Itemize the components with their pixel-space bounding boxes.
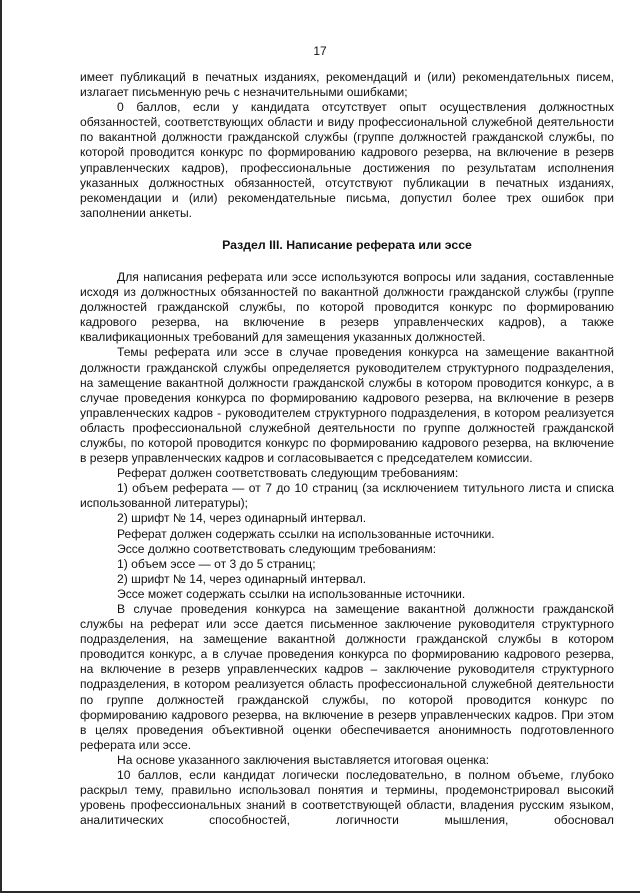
paragraph-zero-points: 0 баллов, если у кандидата отсутствует опыт осуществления должностных обязанностей, соответствующих области и виду профессиональной служебной деятельности по вакантной должности гражданской службы (группе должностей гражданской службы, по которой проводится конкурс по формированию кадрового резерва, на включение в резерв управленческих кадров), профессиональные достижения по результатам исполнения указанных должностных обязанностей, отсутствуют публикации в печатных изданиях, рекомендации и (или) рекомендательные письма, допустил более трех ошибок при заполнении анкеты.	[80, 100, 614, 220]
paragraph-final-score: На основе указанного заключения выставляется итоговая оценка:	[117, 752, 490, 767]
paragraph-essay-references: Эссе может содержать ссылки на использованные источники.	[117, 586, 466, 601]
paragraph-report-requirements: Реферат должен соответствовать следующим требованиям:	[117, 466, 459, 481]
list-item-essay-volume: 1) объем эссе — от 3 до 5 страниц;	[117, 556, 316, 571]
document-body	[80, 70, 614, 828]
list-item-report-volume: 1) объем реферата — от 7 до 10 страниц (за исключением титульного листа и списка использованной литературы);	[80, 481, 614, 511]
paragraph-continuation: имеет публикаций в печатных изданиях, рекомендаций и (или) рекомендательных писем, излагает письменную речь с незначительными ошибками;	[80, 70, 614, 100]
paragraph-ten-points: 10 баллов, если кандидат логически последовательно, в полном объеме, глубоко раскрыл тему, правильно использовал понятия и термины, продемонстрировал высокий уровень профессиональных знаний в соответствующей области, владения русским языком, аналитических способностей, логичности мышления, обосновал	[80, 768, 614, 828]
page-number: 17	[313, 44, 327, 58]
list-item-essay-font: 2) шрифт № 14, через одинарный интервал.	[117, 571, 367, 586]
paragraph-written-conclusion: В случае проведения конкурса на замещение вакантной должности гражданской службы на реферат или эссе дается письменное заключение руководителя структурного подразделения, на замещение вакантной должности гражданской службы в котором проводится конкурс, а в случае проведения конкурса по формированию кадрового резерва, на включение в резерв управленческих кадров – заключение руководителя структурного подразделения, в котором реализуется область профессиональной служебной деятельности по группе должностей гражданской службы, по которой проводится конкурс по формированию кадрового резерва, на включение в резерв управленческих кадров. При этом в целях проведения объективной оценки обеспечивается анонимность подготовленного реферата или эссе.	[80, 602, 614, 752]
section-heading: Раздел III. Написание реферата или эссе	[222, 237, 472, 252]
paragraph-essay-requirements: Эссе должно соответствовать следующим требованиям:	[117, 541, 437, 556]
list-item-report-font: 2) шрифт № 14, через одинарный интервал.	[117, 511, 367, 526]
scan-edge-left	[0, 0, 2, 893]
paragraph-essay-questions: Для написания реферата или эссе используются вопросы или задания, составленные исходя из должностных обязанностей по вакантной должности гражданской службы (группе должностей гражданской службы, по которой проводится конкурс по формированию кадрового резерва, на включение в резерв управленческих кадров), а также квалификационных требований для замещения указанных должностей.	[80, 269, 614, 345]
paragraph-report-references: Реферат должен содержать ссылки на использованные источники.	[117, 526, 495, 541]
paragraph-essay-topics: Темы реферата или эссе в случае проведения конкурса на замещение вакантной должности гражданской службы определяется руководителем структурного подразделения, на замещение вакантной должности гражданской службы в котором проводится конкурс, а в случае проведения конкурса по формированию кадрового резерва, на включение в резерв управленческих кадров - руководителем структурного подразделения, в котором реализуется область профессиональной служебной деятельности по группе должностей гражданской службы, по которой проводится конкурс по формированию кадрового резерва, на включение в резерв управленческих кадров и согласовывается с председателем комиссии.	[80, 345, 614, 466]
